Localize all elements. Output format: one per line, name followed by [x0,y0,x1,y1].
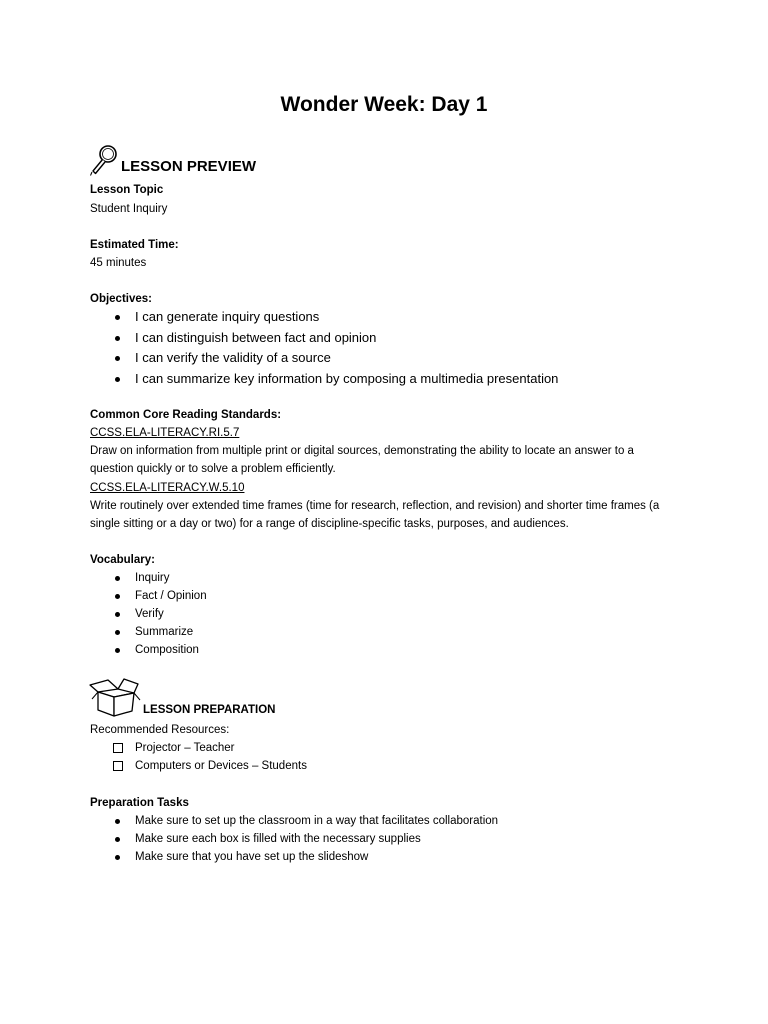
list-item: Inquiry [90,569,690,587]
list-item: I can distinguish between fact and opinion [90,328,690,349]
list-item: Summarize [90,623,690,641]
list-item: Verify [90,605,690,623]
list-item: I can summarize key information by composing a multimedia presentation [90,369,690,390]
list-item: I can verify the validity of a source [90,348,690,369]
open-box-icon [88,676,142,718]
list-item: Fact / Opinion [90,587,690,605]
objectives-label: Objectives: [90,293,152,305]
standard-description: Draw on information from multiple print or digital sources, demonstrating the ability to locate an answer to a [90,445,634,457]
preparation-tasks-list [90,812,690,866]
list-item: Composition [90,641,690,659]
vocabulary-label: Vocabulary: [90,554,155,566]
lesson-preparation-heading: LESSON PREPARATION [143,704,276,716]
lesson-preview-heading: LESSON PREVIEW [121,158,257,175]
list-item: Computers or Devices – Students [90,757,690,775]
list-item: Make sure each box is filled with the necessary supplies [90,830,690,848]
resources-list [90,739,690,775]
standard-code-link[interactable]: CCSS.ELA-LITERACY.RI.5.7 [90,427,240,439]
vocabulary-list [90,569,690,659]
standard-code-link[interactable]: CCSS.ELA-LITERACY.W.5.10 [90,482,245,494]
standard-description: single sitting or a day or two) for a range of discipline-specific tasks, purposes, and audiences. [90,518,569,530]
standard-description: Write routinely over extended time frames (time for research, reflection, and revision) and shorter time frames (a [90,500,660,512]
lesson-topic-label: Lesson Topic [90,184,164,196]
list-item: I can generate inquiry questions [90,307,690,328]
standards-label: Common Core Reading Standards: [90,409,282,421]
resources-label: Recommended Resources: [90,724,230,736]
standard-description: question quickly or to solve a problem efficiently. [90,463,336,475]
list-item: Make sure to set up the classroom in a way that facilitates collaboration [90,812,690,830]
estimated-time-value: 45 minutes [90,257,147,269]
list-item: Projector – Teacher [90,739,690,757]
magnifying-glass-icon [89,144,119,178]
preparation-tasks-label: Preparation Tasks [90,797,189,809]
list-item: Make sure that you have set up the slideshow [90,848,690,866]
lesson-topic-value: Student Inquiry [90,203,168,215]
page-title: Wonder Week: Day 1 [280,93,488,116]
estimated-time-label: Estimated Time: [90,239,179,251]
objectives-list [90,307,690,389]
